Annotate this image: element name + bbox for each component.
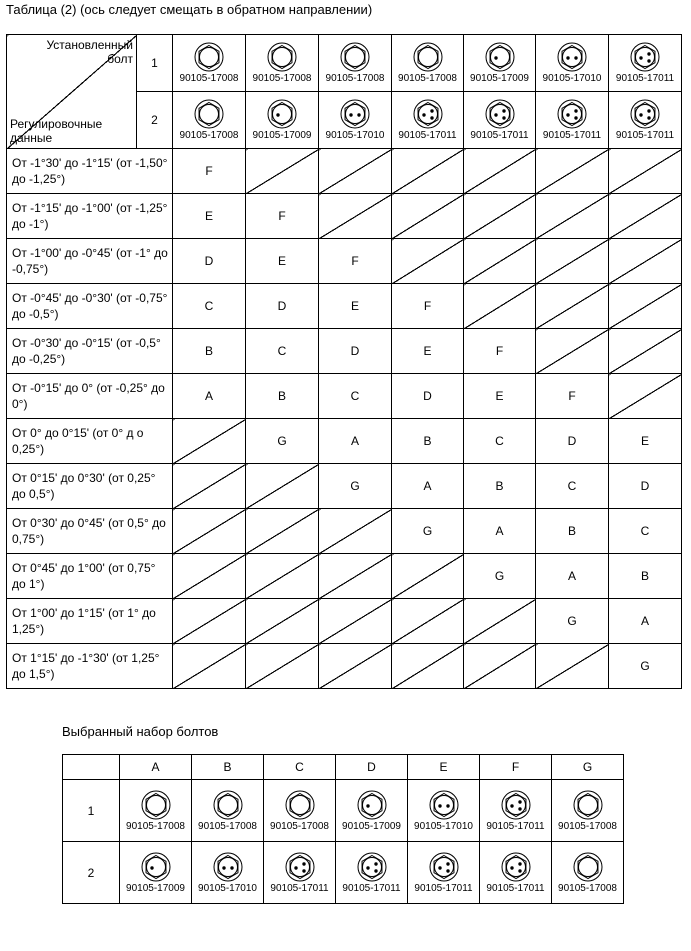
not-applicable-cell: [392, 194, 464, 239]
bolt-part-number: 90105-17008: [179, 130, 239, 141]
bolt-cell: [536, 35, 609, 92]
not-applicable-cell: [392, 149, 464, 194]
not-applicable-cell: [464, 194, 536, 239]
not-applicable-cell: [173, 464, 246, 509]
not-applicable-cell: [536, 329, 609, 374]
bolt-dot-mark: [510, 804, 513, 807]
not-applicable-cell: [173, 554, 246, 599]
table-title: Таблица (2) (ось следует смещать в обратном направлении): [6, 2, 373, 17]
bolt-set-letter: E: [319, 284, 392, 329]
bolt-dot-mark: [647, 116, 650, 119]
bolt-dot-mark: [518, 869, 521, 872]
bolt-set-letter: G: [464, 554, 536, 599]
adjustment-row: [7, 554, 682, 599]
bolt-part-number: 90105-17008: [325, 73, 385, 84]
not-applicable-cell: [246, 464, 319, 509]
not-applicable-cell: [609, 329, 682, 374]
bolt-set-letter: B: [609, 554, 682, 599]
bolt-part-number: 90105-17011: [342, 882, 401, 894]
bolt-set-letter: C: [246, 329, 319, 374]
adjustment-row: [7, 239, 682, 284]
bolt-head-icon: [557, 99, 587, 129]
bolt-head-icon: [285, 790, 315, 820]
bolt-head-icon: [501, 790, 531, 820]
bolt-part-number: 90105-17011: [470, 130, 529, 141]
set-column-header: D: [336, 755, 408, 780]
not-applicable-cell: [609, 149, 682, 194]
not-applicable-cell: [246, 149, 319, 194]
bolt-set-letter: E: [173, 194, 246, 239]
bolt-set-letter: F: [173, 149, 246, 194]
not-applicable-cell: [246, 509, 319, 554]
not-applicable-cell: [392, 599, 464, 644]
not-applicable-cell: [319, 149, 392, 194]
bolt-dot-mark: [438, 804, 441, 807]
bolt-set-letter: D: [319, 329, 392, 374]
selected-bolt-set-table: [62, 754, 624, 904]
bolt-cell: [392, 92, 464, 149]
not-applicable-cell: [246, 644, 319, 689]
not-applicable-cell: [464, 644, 536, 689]
bolt-dot-mark: [518, 800, 521, 803]
bolt-set-letter: G: [609, 644, 682, 689]
not-applicable-cell: [464, 149, 536, 194]
installed-bolt-row: [7, 35, 682, 92]
selected-bolt-row: [63, 780, 624, 842]
bolt-dot-mark: [150, 866, 153, 869]
bolt-set-letter: A: [392, 464, 464, 509]
set-column-header: A: [120, 755, 192, 780]
bolt-set-letter: B: [536, 509, 609, 554]
corner-header: [7, 35, 137, 149]
bolt-dot-mark: [566, 56, 569, 59]
bolt-part-number: 90105-17011: [615, 73, 675, 84]
bolt-cell: [264, 842, 336, 904]
not-applicable-cell: [173, 419, 246, 464]
not-applicable-cell: [246, 554, 319, 599]
bolt-part-number: 90105-17011: [486, 820, 545, 832]
bolt-part-number: 90105-17011: [542, 130, 602, 141]
bolt-head-icon: [501, 852, 531, 882]
bolt-dot-mark: [374, 862, 377, 865]
adjustment-row: [7, 374, 682, 419]
bolt-dot-mark: [566, 113, 569, 116]
bolt-part-number: 90105-17008: [558, 820, 617, 832]
bolt-set-letter: F: [536, 374, 609, 419]
bolt-dot-mark: [446, 804, 449, 807]
bolt-cell: [464, 92, 536, 149]
bolt-part-number: 90105-17009: [342, 820, 401, 832]
bolt-part-number: 90105-17011: [270, 882, 329, 894]
bolt-dot-mark: [494, 113, 497, 116]
bolt-head-icon: [630, 99, 660, 129]
bolt-set-letter: C: [609, 509, 682, 554]
bolt-dot-mark: [349, 113, 352, 116]
bolt-head-icon: [141, 790, 171, 820]
adjustment-range-label: От -1°15' до -1°00' (от -1,25° до -1°): [7, 194, 173, 239]
bolt-set-letter: E: [609, 419, 682, 464]
selected-row-number: 1: [63, 780, 120, 842]
bolt-head-icon: [413, 42, 443, 72]
bolt-dot-mark: [574, 56, 577, 59]
bolt-cell: [552, 780, 624, 842]
not-applicable-cell: [319, 194, 392, 239]
bolt-dot-mark: [574, 109, 577, 112]
adjustment-range-label: От 1°00' до 1°15' (от 1° до 1,25°): [7, 599, 173, 644]
bolt-part-number: 90105-17011: [615, 130, 675, 141]
not-applicable-cell: [536, 284, 609, 329]
bolt-cell: [609, 92, 682, 149]
bolt-set-letter: B: [392, 419, 464, 464]
not-applicable-cell: [173, 644, 246, 689]
bolt-set-letter: A: [464, 509, 536, 554]
bolt-set-letter: A: [173, 374, 246, 419]
not-applicable-cell: [392, 554, 464, 599]
bolt-dot-mark: [639, 56, 642, 59]
bolt-set-letter: C: [464, 419, 536, 464]
bolt-set-letter: C: [319, 374, 392, 419]
bolt-dot-mark: [438, 866, 441, 869]
bolt-set-letter: F: [246, 194, 319, 239]
bolt-dot-mark: [574, 116, 577, 119]
bolt-cell: [552, 842, 624, 904]
bolt-dot-mark: [647, 59, 650, 62]
bolt-part-number: 90105-17010: [542, 73, 602, 84]
installed-row-number: 2: [137, 92, 173, 149]
selected-header-row: [63, 755, 624, 780]
bolt-head-icon: [194, 99, 224, 129]
bolt-part-number: 90105-17010: [198, 882, 257, 894]
bolt-cell: [173, 92, 246, 149]
bolt-part-number: 90105-17008: [252, 73, 312, 84]
adjustment-range-label: От 0°30' до 0°45' (от 0,5° до 0,75°): [7, 509, 173, 554]
bolt-set-letter: E: [464, 374, 536, 419]
bolt-cell: [480, 842, 552, 904]
adjustment-range-label: От -1°30' до -1°15' (от -1,50° до -1,25°): [7, 149, 173, 194]
bolt-head-icon: [267, 42, 297, 72]
bolt-dot-mark: [302, 862, 305, 865]
bolt-head-icon: [573, 852, 603, 882]
bolt-set-letter: D: [536, 419, 609, 464]
adjustment-table: [6, 34, 682, 689]
not-applicable-cell: [319, 509, 392, 554]
bolt-head-icon: [141, 852, 171, 882]
bolt-cell: [120, 842, 192, 904]
adjustment-row: [7, 149, 682, 194]
bolt-set-letter: F: [464, 329, 536, 374]
bolt-set-letter: G: [392, 509, 464, 554]
bolt-part-number: 90105-17008: [198, 820, 257, 832]
bolt-head-icon: [630, 42, 660, 72]
set-column-header: G: [552, 755, 624, 780]
bolt-cell: [264, 780, 336, 842]
bolt-part-number: 90105-17009: [470, 73, 529, 84]
bolt-cell: [246, 92, 319, 149]
adjustment-row: [7, 329, 682, 374]
bolt-set-letter: A: [609, 599, 682, 644]
bolt-cell: [173, 35, 246, 92]
not-applicable-cell: [319, 644, 392, 689]
bolt-head-icon: [340, 42, 370, 72]
bolt-set-letter: E: [392, 329, 464, 374]
bolt-part-number: 90105-17011: [398, 130, 457, 141]
bolt-dot-mark: [276, 113, 279, 116]
bolt-part-number: 90105-17008: [126, 820, 185, 832]
bolt-set-letter: B: [464, 464, 536, 509]
adjustment-row: [7, 194, 682, 239]
bolt-part-number: 90105-17008: [270, 820, 329, 832]
bolt-cell: [319, 35, 392, 92]
bolt-set-letter: F: [392, 284, 464, 329]
bolt-head-icon: [267, 99, 297, 129]
not-applicable-cell: [609, 284, 682, 329]
bolt-cell: [408, 842, 480, 904]
adjustment-range-label: От -0°45' до -0°30' (от -0,75° до -0,5°): [7, 284, 173, 329]
adjustment-data-header: Регулировочные данные: [10, 117, 103, 145]
bolt-set-letter: F: [319, 239, 392, 284]
bolt-part-number: 90105-17011: [414, 882, 473, 894]
adjustment-range-label: От 0°45' до 1°00' (от 0,75° до 1°): [7, 554, 173, 599]
not-applicable-cell: [536, 644, 609, 689]
bolt-head-icon: [413, 99, 443, 129]
set-column-header: F: [480, 755, 552, 780]
bolt-head-icon: [213, 790, 243, 820]
not-applicable-cell: [392, 644, 464, 689]
not-applicable-cell: [536, 194, 609, 239]
bolt-set-letter: D: [609, 464, 682, 509]
bolt-part-number: 90105-17008: [558, 882, 617, 894]
bolt-cell: [480, 780, 552, 842]
bolt-head-icon: [429, 790, 459, 820]
bolt-set-letter: E: [246, 239, 319, 284]
bolt-head-icon: [429, 852, 459, 882]
adjustment-range-label: От -1°00' до -0°45' (от -1° до -0,75°): [7, 239, 173, 284]
adjustment-range-label: От -0°15' до 0° (от -0,25° до 0°): [7, 374, 173, 419]
bolt-dot-mark: [494, 56, 497, 59]
adjustment-range-label: От 1°15' до -1°30' (от 1,25° до 1,5°): [7, 644, 173, 689]
bolt-dot-mark: [647, 109, 650, 112]
bolt-dot-mark: [374, 869, 377, 872]
bolt-set-letter: D: [392, 374, 464, 419]
selected-row-number: 2: [63, 842, 120, 904]
not-applicable-cell: [464, 239, 536, 284]
selected-bolt-row: [63, 842, 624, 904]
bolt-part-number: 90105-17011: [486, 882, 545, 894]
not-applicable-cell: [536, 149, 609, 194]
bolt-dot-mark: [518, 807, 521, 810]
empty-header-cell: [63, 755, 120, 780]
bolt-set-letter: B: [173, 329, 246, 374]
bolt-dot-mark: [430, 116, 433, 119]
bolt-head-icon: [485, 42, 515, 72]
bolt-head-icon: [285, 852, 315, 882]
bolt-head-icon: [485, 99, 515, 129]
bolt-set-letter: C: [536, 464, 609, 509]
bolt-cell: [336, 780, 408, 842]
bolt-set-letter: C: [173, 284, 246, 329]
adjustment-row: [7, 644, 682, 689]
bolt-cell: [464, 35, 536, 92]
bolt-part-number: 90105-17008: [398, 73, 457, 84]
bolt-set-letter: D: [246, 284, 319, 329]
bolt-cell: [392, 35, 464, 92]
bolt-dot-mark: [639, 113, 642, 116]
adjustment-row: [7, 464, 682, 509]
not-applicable-cell: [392, 239, 464, 284]
bolt-dot-mark: [366, 804, 369, 807]
bolt-cell: [319, 92, 392, 149]
bolt-dot-mark: [502, 109, 505, 112]
bolt-head-icon: [357, 852, 387, 882]
bolt-head-icon: [340, 99, 370, 129]
bolt-set-letter: G: [319, 464, 392, 509]
not-applicable-cell: [536, 239, 609, 284]
bolt-head-icon: [573, 790, 603, 820]
bolt-dot-mark: [518, 862, 521, 865]
bolt-cell: [336, 842, 408, 904]
bolt-dot-mark: [422, 113, 425, 116]
bolt-dot-mark: [357, 113, 360, 116]
not-applicable-cell: [173, 599, 246, 644]
not-applicable-cell: [319, 554, 392, 599]
selected-set-caption: Выбранный набор болтов: [62, 724, 219, 739]
bolt-set-letter: G: [246, 419, 319, 464]
installed-row-number: 1: [137, 35, 173, 92]
bolt-dot-mark: [502, 116, 505, 119]
bolt-cell: [408, 780, 480, 842]
adjustment-row: [7, 419, 682, 464]
bolt-cell: [192, 780, 264, 842]
bolt-head-icon: [557, 42, 587, 72]
not-applicable-cell: [173, 509, 246, 554]
bolt-dot-mark: [446, 862, 449, 865]
set-column-header: B: [192, 755, 264, 780]
bolt-cell: [246, 35, 319, 92]
bolt-dot-mark: [366, 866, 369, 869]
installed-bolt-header: Установленный болт: [46, 38, 133, 66]
set-column-header: E: [408, 755, 480, 780]
bolt-head-icon: [357, 790, 387, 820]
bolt-part-number: 90105-17009: [126, 882, 185, 894]
bolt-dot-mark: [222, 866, 225, 869]
bolt-cell: [120, 780, 192, 842]
bolt-head-icon: [194, 42, 224, 72]
adjustment-row: [7, 284, 682, 329]
bolt-dot-mark: [230, 866, 233, 869]
bolt-set-letter: G: [536, 599, 609, 644]
bolt-dot-mark: [647, 52, 650, 55]
bolt-dot-mark: [294, 866, 297, 869]
adjustment-row: [7, 599, 682, 644]
bolt-part-number: 90105-17009: [252, 130, 312, 141]
bolt-part-number: 90105-17008: [179, 73, 239, 84]
bolt-dot-mark: [510, 866, 513, 869]
bolt-part-number: 90105-17010: [414, 820, 473, 832]
bolt-dot-mark: [302, 869, 305, 872]
bolt-dot-mark: [430, 109, 433, 112]
adjustment-range-label: От 0° до 0°15' (от 0° д о 0,25°): [7, 419, 173, 464]
bolt-set-letter: A: [319, 419, 392, 464]
adjustment-row: [7, 509, 682, 554]
not-applicable-cell: [464, 284, 536, 329]
bolt-part-number: 90105-17010: [325, 130, 385, 141]
bolt-dot-mark: [446, 869, 449, 872]
not-applicable-cell: [609, 374, 682, 419]
not-applicable-cell: [464, 599, 536, 644]
not-applicable-cell: [246, 599, 319, 644]
adjustment-range-label: От -0°30' до -0°15' (от -0,5° до -0,25°): [7, 329, 173, 374]
bolt-head-icon: [213, 852, 243, 882]
not-applicable-cell: [609, 194, 682, 239]
set-column-header: C: [264, 755, 336, 780]
bolt-set-letter: D: [173, 239, 246, 284]
bolt-set-letter: B: [246, 374, 319, 419]
bolt-set-letter: A: [536, 554, 609, 599]
not-applicable-cell: [319, 599, 392, 644]
bolt-cell: [192, 842, 264, 904]
not-applicable-cell: [609, 239, 682, 284]
adjustment-range-label: От 0°15' до 0°30' (от 0,25° до 0,5°): [7, 464, 173, 509]
bolt-cell: [536, 92, 609, 149]
bolt-cell: [609, 35, 682, 92]
